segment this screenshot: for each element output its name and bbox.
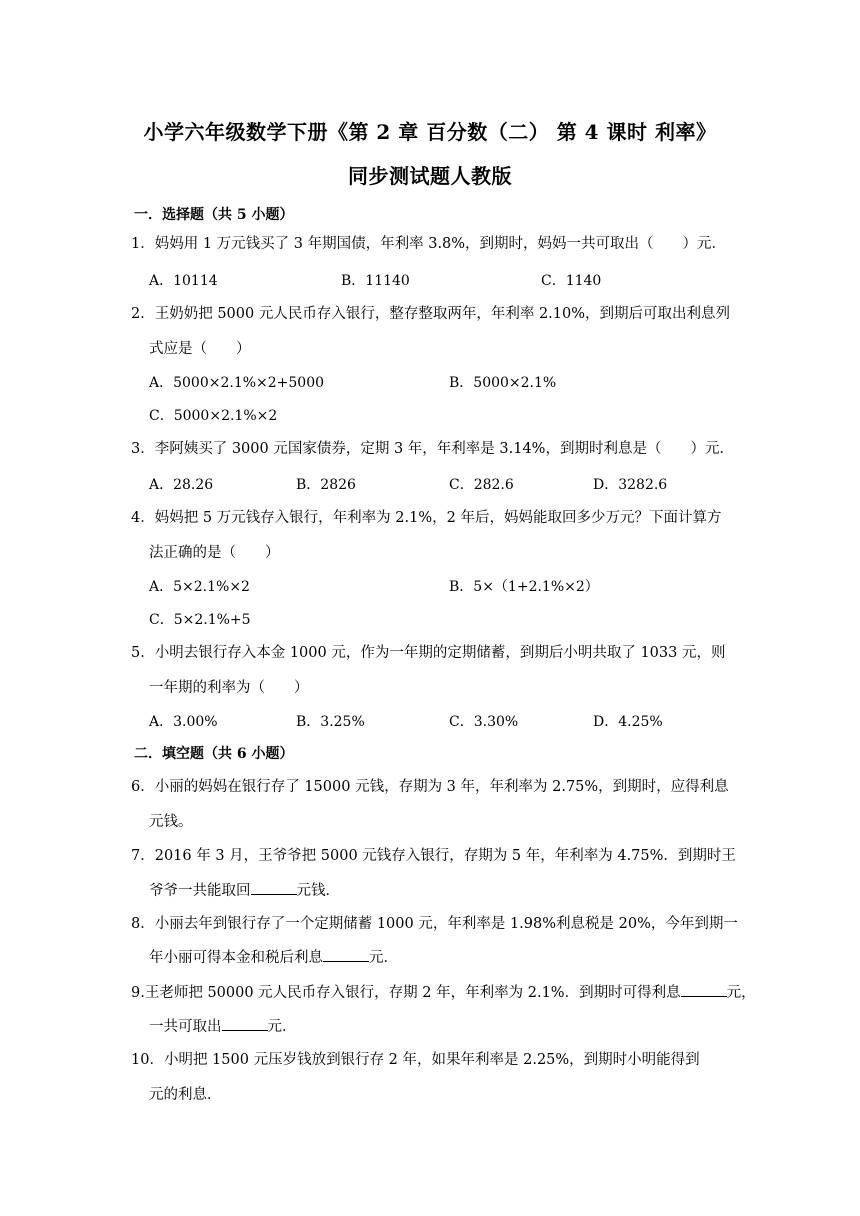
question-9 — [131, 982, 756, 1003]
section-choice-heading: 一．选择题（共 5 小题） — [134, 207, 294, 223]
question-10: 10．小明把 1500 元压岁钱放到银行存 2 年，如果年利率是 2.25%，到期时小明能得到 — [131, 1052, 700, 1068]
q3-option-c: C．282.6 — [449, 477, 514, 493]
q3-option-a: A．28.26 — [149, 477, 214, 493]
question-10-cont: 元的利息． — [149, 1087, 222, 1103]
q9-text-c: 一共可取出 — [149, 1019, 222, 1035]
q3-option-b: B．2826 — [296, 477, 356, 493]
q2-option-b: B．5000×2.1% — [449, 375, 557, 391]
question-5-cont: 一年期的利率为（ ） — [149, 680, 309, 696]
q5-option-a: A．3.00% — [149, 714, 218, 730]
question-7-cont — [149, 879, 340, 900]
q9-text-b: 元， — [726, 985, 756, 1001]
q3-option-d: D．3282.6 — [593, 477, 668, 493]
q8-answer-blank[interactable] — [323, 947, 369, 962]
q2-option-c: C．5000×2.1%×2 — [149, 408, 278, 424]
q8-text-a: 年小丽可得本金和税后利息 — [149, 950, 323, 966]
q1-option-a: A．10114 — [149, 273, 218, 289]
q7-answer-blank[interactable] — [251, 880, 297, 895]
q9-text-d: 元． — [267, 1019, 297, 1035]
q9-interest-blank[interactable] — [681, 982, 727, 997]
q4-option-b: B．5×（1+2.1%×2） — [449, 579, 599, 595]
question-4-cont: 法正确的是（ ） — [149, 545, 280, 561]
title-line-1: 小学六年级数学下册《第 2 章 百分数（二） 第 4 课时 利率》 — [143, 120, 717, 144]
q7-text-b: 元钱． — [296, 883, 340, 899]
q9-total-blank[interactable] — [222, 1016, 268, 1031]
q4-option-c: C．5×2.1%+5 — [149, 612, 251, 628]
q4-option-a: A．5×2.1%×2 — [149, 579, 250, 595]
q5-option-b: B．3.25% — [296, 714, 365, 730]
question-6: 6．小丽的妈妈在银行存了 15000 元钱，存期为 3 年，年利率为 2.75%，到期时，应得利息 — [131, 779, 729, 795]
section-fill-heading: 二．填空题（共 6 小题） — [134, 746, 294, 762]
q8-text-b: 元． — [369, 950, 398, 966]
question-5: 5．小明去银行存入本金 1000 元，作为一年期的定期储蓄，到期后小明共取了 1033 元，则 — [131, 645, 726, 661]
q5-option-c: C．3.30% — [449, 714, 519, 730]
question-2: 2．王奶奶把 5000 元人民币存入银行，整存整取两年，年利率 2.10%，到期后可取出利息列 — [131, 306, 731, 322]
title-line-2: 同步测试题人教版 — [348, 164, 512, 188]
question-7: 7．2016 年 3 月，王爷爷把 5000 元钱存入银行，存期为 5 年，年利率为 4.75%．到期时王 — [131, 848, 736, 864]
q9-text-a: 9.王老师把 50000 元人民币存入银行，存期 2 年，年利率为 2.1%．到期时可得利息 — [131, 985, 681, 1001]
q5-option-d: D．4.25% — [593, 714, 663, 730]
q2-option-a: A．5000×2.1%×2+5000 — [149, 375, 325, 391]
question-9-cont — [149, 1015, 297, 1036]
question-2-cont: 式应是（ ） — [149, 341, 251, 357]
question-6-cont: 元钱。 — [149, 814, 193, 830]
question-4: 4．妈妈把 5 万元钱存入银行，年利率为 2.1%，2 年后，妈妈能取回多少万元？下面计算方 — [131, 510, 722, 526]
q1-option-c: C．1140 — [541, 273, 602, 289]
q7-text-a: 爷爷一共能取回 — [149, 883, 251, 899]
question-8-cont — [149, 946, 398, 967]
question-3: 3．李阿姨买了 3000 元国家债券，定期 3 年，年利率是 3.14%，到期时利息是（ ）元． — [131, 441, 734, 457]
question-8: 8．小丽去年到银行存了一个定期储蓄 1000 元，年利率是 1.98%利息税是 20%，今年到期一 — [131, 916, 738, 932]
q1-option-b: B．11140 — [341, 273, 410, 289]
question-1: 1．妈妈用 1 万元钱买了 3 年期国债，年利率 3.8%，到期时，妈妈一共可取出（ ）元． — [131, 236, 727, 252]
